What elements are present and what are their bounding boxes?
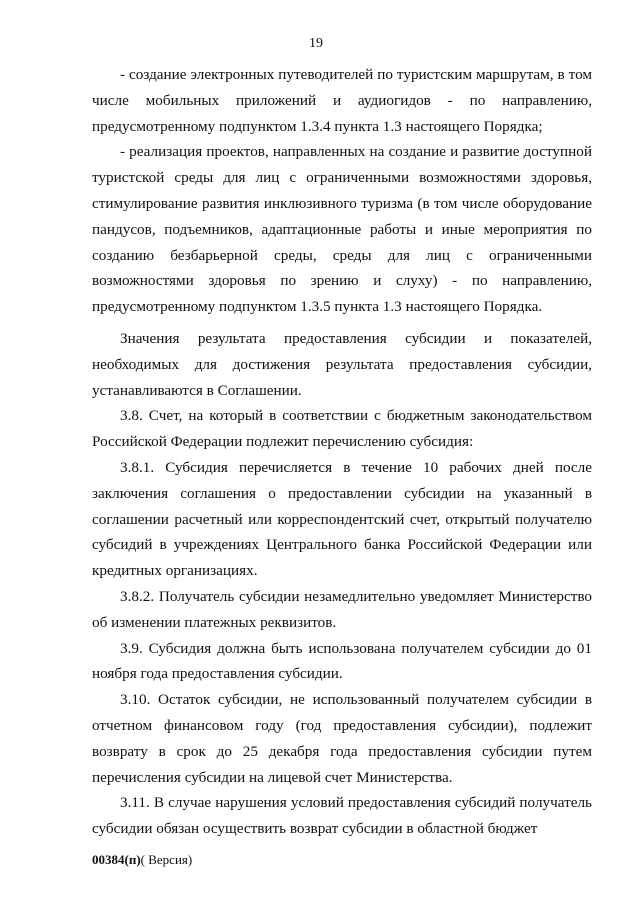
page-number: 19 [309, 36, 323, 51]
paragraph: 3.11. В случае нарушения условий предоставления субсидий получатель субсидии обязан осуществить возврат субсидии в областной бюджет [92, 794, 592, 838]
document-version: ( Версия) [140, 852, 193, 867]
document-code: 00384(п) [92, 852, 141, 867]
paragraph: 3.10. Остаток субсидии, не использованный получателем субсидии в отчетном финансовом году (год предоставления субсидии), подлежит возврату в срок до 25 декабря года предоставления субсидии путем перечисления субсидии на лицевой счет Министерства. [92, 691, 592, 786]
paragraph: Значения результата предоставления субсидии и показателей, необходимых для достижения результата предоставления субсидии, устанавливаются в Соглашении. [92, 329, 592, 399]
document-footer [92, 852, 192, 868]
paragraph: - создание электронных путеводителей по туристским маршрутам, в том числе мобильных приложений и аудиогидов - по направлению, предусмотренному подпунктом 1.3.4 пункта 1.3 настоящего Порядка; [92, 66, 592, 135]
document-body [92, 62, 592, 842]
paragraph: 3.9. Субсидия должна быть использована получателем субсидии до 01 ноября года предоставления субсидии. [92, 639, 592, 683]
paragraph: 3.8. Счет, на который в соответствии с бюджетным законодательством Российской Федерации подлежит перечислению субсидия: [92, 407, 592, 451]
paragraph: 3.8.1. Субсидия перечисляется в течение 10 рабочих дней после заключения соглашения о предоставлении субсидии на указанный в соглашении расчетный или корреспондентский счет, открытый получателю субсидий в учреждениях Центрального банка Российской Федерации или кредитных организациях. [92, 458, 592, 580]
paragraph: - реализация проектов, направленных на создание и развитие доступной туристской среды для лиц с ограниченными возможностями здоровья, стимулирование развития инклюзивного туризма (в том числе оборудование пандусов, подъемников, адаптационные работы и иные мероприятия по созданию безбарьерной среды, среды для лиц с ограниченными возможностями здоровья по зрению и слуху) - по направлению, предусмотренному подпунктом 1.3.5 пункта 1.3 настоящего Порядка. [92, 143, 592, 316]
paragraph: 3.8.2. Получатель субсидии незамедлительно уведомляет Министерство об изменении платежных реквизитов. [92, 587, 592, 631]
